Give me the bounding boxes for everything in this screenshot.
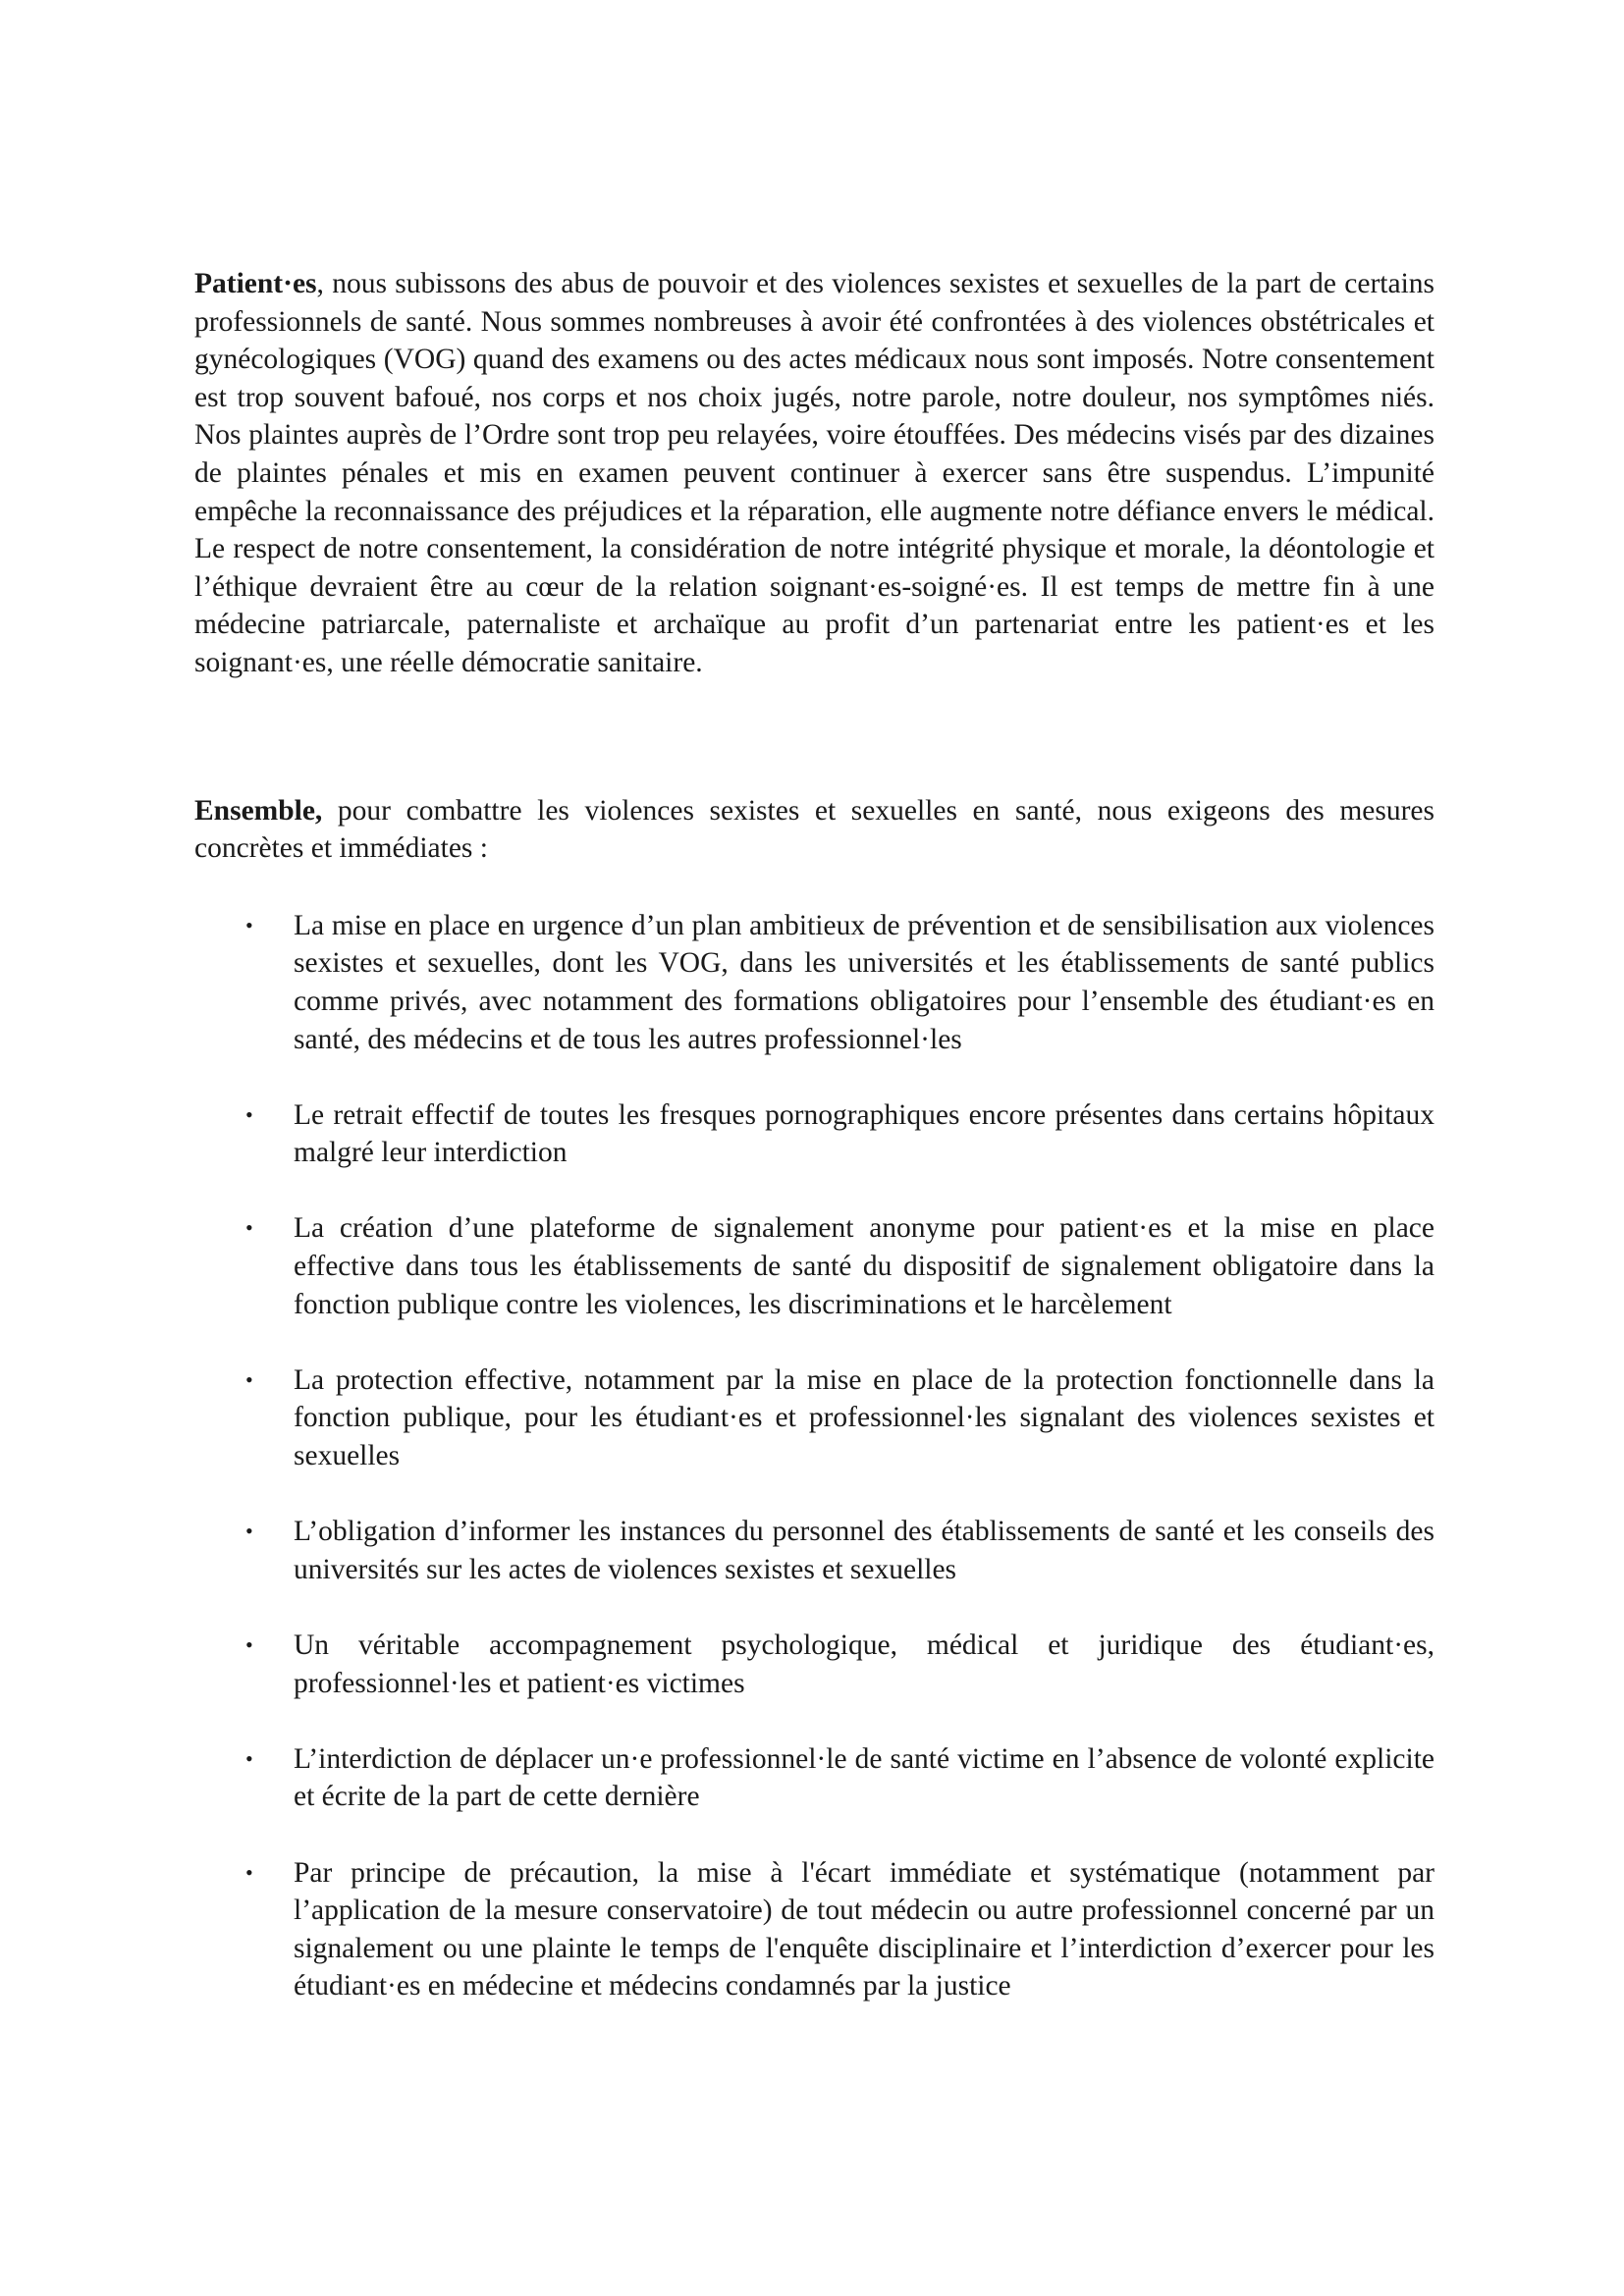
list-item	[194, 1627, 1435, 1702]
intro-paragraph	[194, 265, 1435, 682]
bullet-icon: •	[245, 912, 253, 937]
intro-lead: Patient·es	[194, 268, 317, 299]
ensemble-body: pour combattre les violences sexistes et sexuelles en santé, nous exigeons des mesures concrètes et immédiates :	[194, 794, 1435, 865]
list-item-text: La mise en place en urgence d’un plan ambitieux de prévention et de sensibilisation aux violences sexistes et sexuelles, dont les VOG, dans les universités et les établissements de santé publics comme privés, avec notamment des formations obligatoires pour l’ensemble des étudiant·es en santé, des médecins et de tous les autres professionnel·les	[294, 909, 1435, 1055]
list-item-text: La protection effective, notamment par la mise en place de la protection fonctionnelle dans la fonction publique, pour les étudiant·es et professionnel·les signalant des violences sexistes et sexuelles	[294, 1363, 1435, 1472]
list-item-text: Par principe de précaution, la mise à l'écart immédiate et systématique (notamment par l’application de la mesure conservatoire) de tout médecin ou autre professionnel concerné par un signalement ou une plainte le temps de l'enquête disciplinaire et l’interdiction d’exercer pour les étudiant·es en médecine et médecins condamnés par la justice	[294, 1856, 1435, 2002]
list-item-text: L’interdiction de déplacer un·e professionnel·le de santé victime en l’absence de volonté explicite et écrite de la part de cette dernière	[294, 1742, 1435, 1813]
list-item-text: La création d’une plateforme de signalement anonyme pour patient·es et la mise en place effective dans tous les établissements de santé du dispositif de signalement obligatoire dans la fonction publique contre les violences, les discriminations et le harcèlement	[294, 1212, 1435, 1320]
ensemble-paragraph	[194, 792, 1435, 868]
list-item-text: L’obligation d’informer les instances du personnel des établissements de santé et les conseils des universités sur les actes de violences sexistes et sexuelles	[294, 1516, 1435, 1585]
list-item	[194, 907, 1435, 1058]
bullet-icon: •	[245, 1745, 253, 1771]
list-item-text: Le retrait effectif de toutes les fresques pornographiques encore présentes dans certains hôpitaux malgré leur interdiction	[294, 1098, 1435, 1169]
intro-body: , nous subissons des abus de pouvoir et des violences sexistes et sexuelles de la part de certains professionnels de santé. Nous sommes nombreuses à avoir été confrontées à des violences obstétricales et gynécologiques (VOG) quand des examens ou des actes médicaux nous sont imposés. Notre consentement est trop souvent bafoué, nos corps et nos choix jugés, notre parole, notre douleur, nos symptômes niés. Nos plaintes auprès de l’Ordre sont trop peu relayées, voire étouffées. Des médecins visés par des dizaines de plaintes pénales et mis en examen peuvent continuer à exercer sans être suspendus. L’impunité empêche la reconnaissance des préjudices et la réparation, elle augmente notre défiance envers le médical. Le respect de notre consentement, la considération de notre intégrité physique et morale, la déontologie et l’éthique devraient être au cœur de la relation soignant·es-soigné·es. Il est temps de mettre fin à une médecine patriarcale, paternaliste et archaïque au profit d’un partenariat entre les patient·es et les soignant·es, une réelle démocratie sanitaire.	[194, 268, 1435, 678]
bullet-icon: •	[245, 1519, 253, 1544]
demands-list	[194, 907, 1435, 2005]
list-item	[194, 1096, 1435, 1172]
list-item	[194, 1854, 1435, 2005]
document-page	[194, 265, 1435, 2044]
bullet-icon: •	[245, 1859, 253, 1885]
list-item	[194, 1513, 1435, 1588]
list-item	[194, 1209, 1435, 1323]
ensemble-lead: Ensemble,	[194, 794, 323, 827]
list-item-text: Un véritable accompagnement psychologique, médical et juridique des étudiant·es, professionnel·les et patient·es victimes	[294, 1629, 1435, 1699]
bullet-icon: •	[245, 1366, 253, 1392]
bullet-icon: •	[245, 1215, 253, 1241]
list-item	[194, 1740, 1435, 1816]
bullet-icon: •	[245, 1632, 253, 1657]
bullet-icon: •	[245, 1101, 253, 1127]
list-item	[194, 1362, 1435, 1475]
